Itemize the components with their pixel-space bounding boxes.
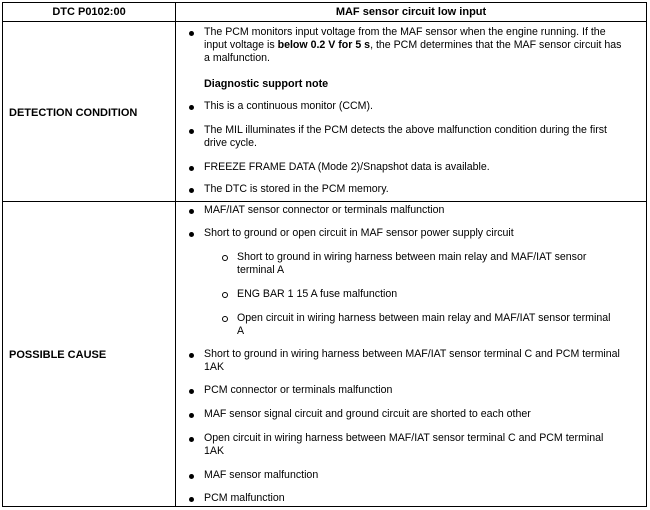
bullet-icon: [189, 497, 194, 502]
diagnostic-note-title: Diagnostic support note: [204, 78, 329, 90]
detection-line: The PCM monitors input voltage from the MAF sensor when the engine running. If the: [204, 26, 606, 38]
bullet-icon: [189, 389, 194, 394]
detection-note-item: This is a continuous monitor (CCM).: [204, 100, 373, 112]
cause-item: PCM connector or terminals malfunction: [204, 384, 393, 396]
header-divider: [3, 21, 646, 22]
cause-sub-item: Short to ground in wiring harness between main relay and MAF/IAT sensor terminal A: [237, 251, 587, 276]
dtc-title-header: MAF sensor circuit low input: [335, 6, 487, 18]
detection-description: [204, 26, 621, 65]
bullet-icon: [189, 209, 194, 214]
detection-condition-label: DETECTION CONDITION: [9, 107, 138, 119]
detection-note-item: The DTC is stored in the PCM memory.: [204, 183, 389, 195]
cause-sub-item: Open circuit in wiring harness between main relay and MAF/IAT sensor terminal A: [237, 312, 611, 337]
detection-note-item: FREEZE FRAME DATA (Mode 2)/Snapshot data is available.: [204, 161, 490, 173]
cause-item: MAF sensor malfunction: [204, 469, 319, 481]
bullet-icon: [189, 232, 194, 237]
possible-cause-label: POSSIBLE CAUSE: [9, 349, 107, 361]
cause-item: Short to ground in wiring harness between MAF/IAT sensor terminal C and PCM terminal 1AK: [204, 348, 620, 373]
cause-item: PCM malfunction: [204, 492, 285, 504]
column-divider: [175, 3, 176, 506]
sub-bullet-icon: [222, 255, 228, 261]
bullet-icon: [189, 437, 194, 442]
row-divider: [3, 201, 646, 202]
sub-bullet-icon: [222, 292, 228, 298]
detection-line: input voltage is below 0.2 V for 5 s, the PCM determines that the MAF sensor circuit has: [204, 39, 622, 51]
cause-item: Open circuit in wiring harness between MAF/IAT sensor terminal C and PCM terminal 1AK: [204, 432, 604, 457]
cause-sub-item: ENG BAR 1 15 A fuse malfunction: [237, 288, 398, 300]
dtc-code-header: DTC P0102:00: [52, 6, 126, 18]
cause-item: MAF/IAT sensor connector or terminals malfunction: [204, 204, 445, 216]
bullet-icon: [189, 188, 194, 193]
cause-item: MAF sensor signal circuit and ground circuit are shorted to each other: [204, 408, 531, 420]
bullet-icon: [189, 413, 194, 418]
bullet-icon: [189, 474, 194, 479]
cause-item: Short to ground or open circuit in MAF sensor power supply circuit: [204, 227, 514, 239]
detection-line: a malfunction.: [204, 52, 270, 64]
bullet-icon: [189, 31, 194, 36]
bullet-icon: [189, 105, 194, 110]
dtc-table: [2, 2, 647, 507]
bullet-icon: [189, 166, 194, 171]
bullet-icon: [189, 353, 194, 358]
bullet-icon: [189, 129, 194, 134]
sub-bullet-icon: [222, 316, 228, 322]
detection-note-item: The MIL illuminates if the PCM detects the above malfunction condition during the first drive cycle.: [204, 124, 607, 149]
